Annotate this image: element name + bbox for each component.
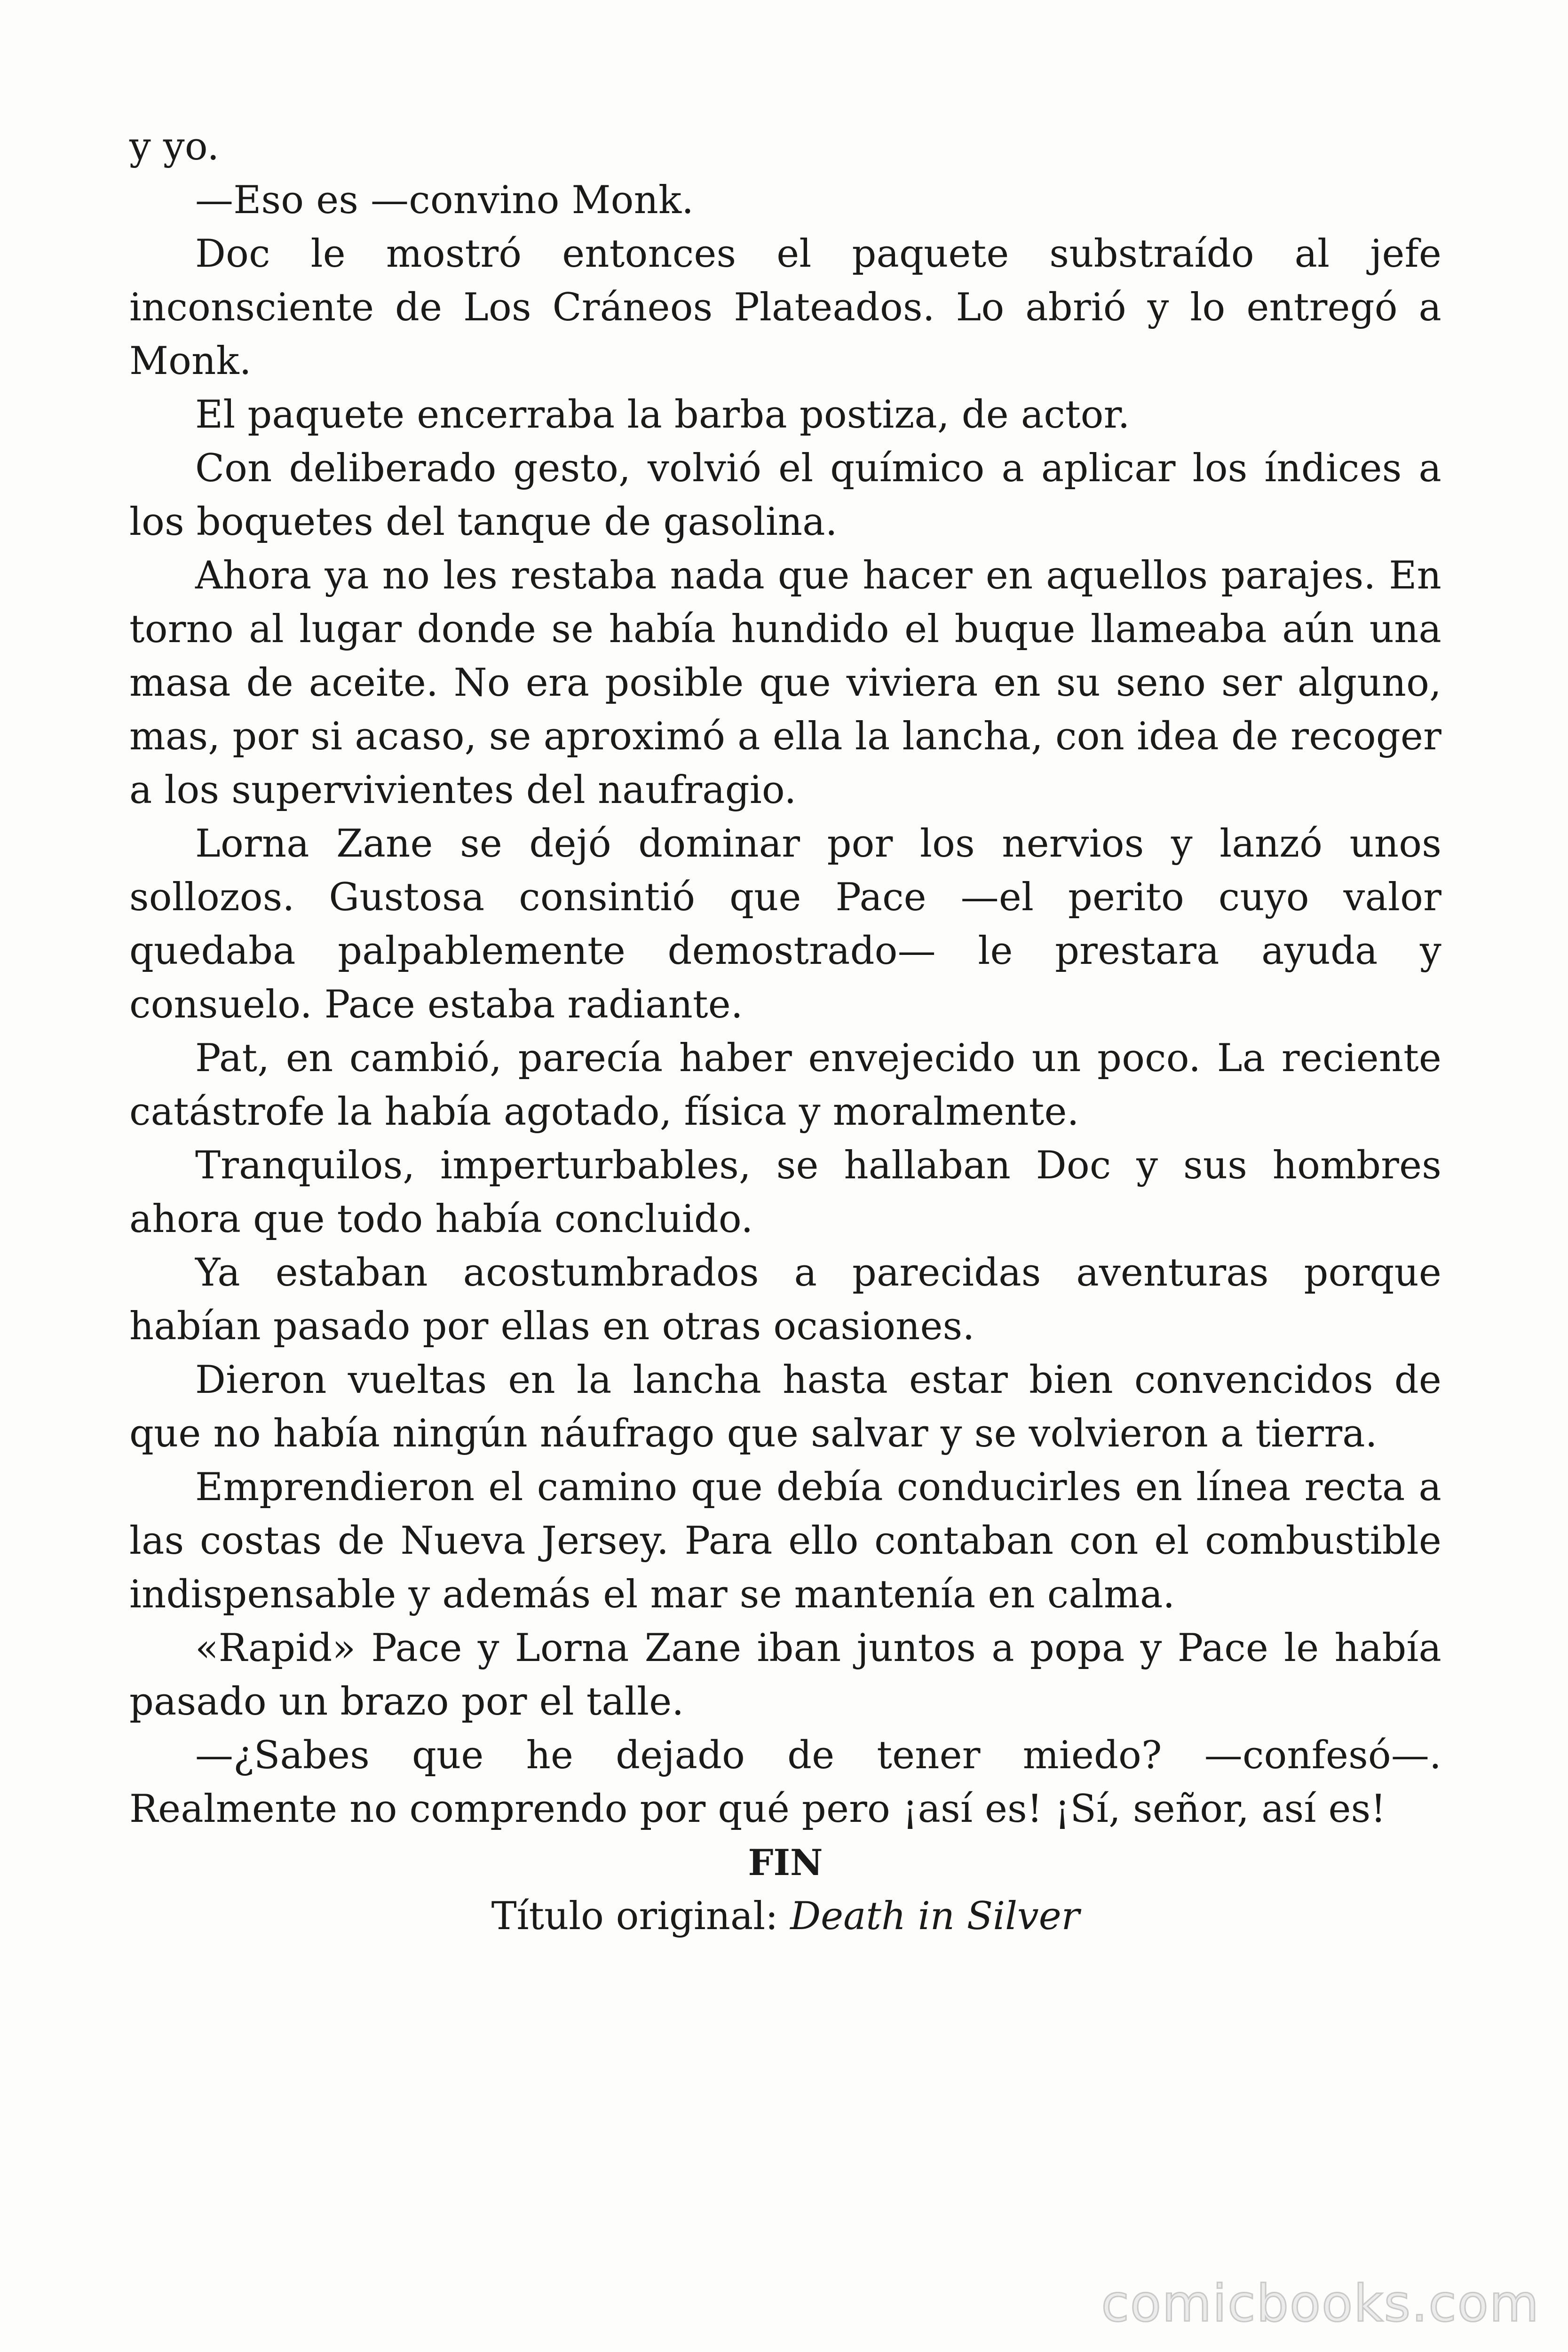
paragraph: —¿Sabes que he dejado de tener miedo? —confesó—. Realmente no comprendo por qué pero ¡así es! ¡Sí, señor, así es! (129, 1733, 1441, 1831)
original-title-label: Título original: (491, 1894, 791, 1939)
paragraph: Emprendieron el camino que debía conducirles en línea recta a las costas de Nueva Jersey. Para ello contaban con el combustible indispensable y además el mar se mantenía en calma. (129, 1465, 1441, 1617)
paragraph: Con deliberado gesto, volvió el químico a aplicar los índices a los boquetes del tanque de gasolina. (129, 446, 1441, 544)
paragraph: Lorna Zane se dejó dominar por los nervios y lanzó unos sollozos. Gustosa consintió que Pace —el perito cuyo valor quedaba palpablemente demostrado— le prestara ayuda y consuelo. Pace estaba radiante. (129, 822, 1441, 1027)
paragraph: Ahora ya no les restaba nada que hacer en aquellos parajes. En torno al lugar donde se había hundido el buque llameaba aún una masa de aceite. No era posible que viviera en su seno ser alguno, mas, por si acaso, se aproximó a ella la lancha, con idea de recoger a los supervivientes del naufragio. (129, 554, 1441, 812)
original-title: Death in Silver (790, 1894, 1080, 1939)
paragraph: El paquete encerraba la barba postiza, de actor. (195, 393, 1130, 437)
paragraph: —Eso es —convino Monk. (195, 178, 694, 222)
paragraph: «Rapid» Pace y Lorna Zane iban juntos a popa y Pace le había pasado un brazo por el talle. (129, 1626, 1441, 1724)
original-title-line (129, 1890, 1441, 1943)
document-page (129, 120, 1441, 1943)
watermark: comicbooks.com (1101, 2274, 1540, 2333)
paragraph: y yo. (129, 125, 220, 169)
paragraph: Pat, en cambió, parecía haber envejecido un poco. La reciente catástrofe la había agotado, física y moralmente. (129, 1036, 1441, 1134)
paragraph: Dieron vueltas en la lancha hasta estar bien convencidos de que no había ningún náufrago que salvar y se volvieron a tierra. (129, 1358, 1441, 1456)
paragraph: Tranquilos, imperturbables, se hallaban Doc y sus hombres ahora que todo había concluido. (129, 1144, 1441, 1241)
paragraph: Ya estaban acostumbrados a parecidas aventuras porque habían pasado por ellas en otras ocasiones. (129, 1251, 1441, 1349)
paragraph: Doc le mostró entonces el paquete substraído al jefe inconsciente de Los Cráneos Plateados. Lo abrió y lo entregó a Monk. (129, 232, 1441, 383)
end-label: FIN (748, 1842, 823, 1883)
